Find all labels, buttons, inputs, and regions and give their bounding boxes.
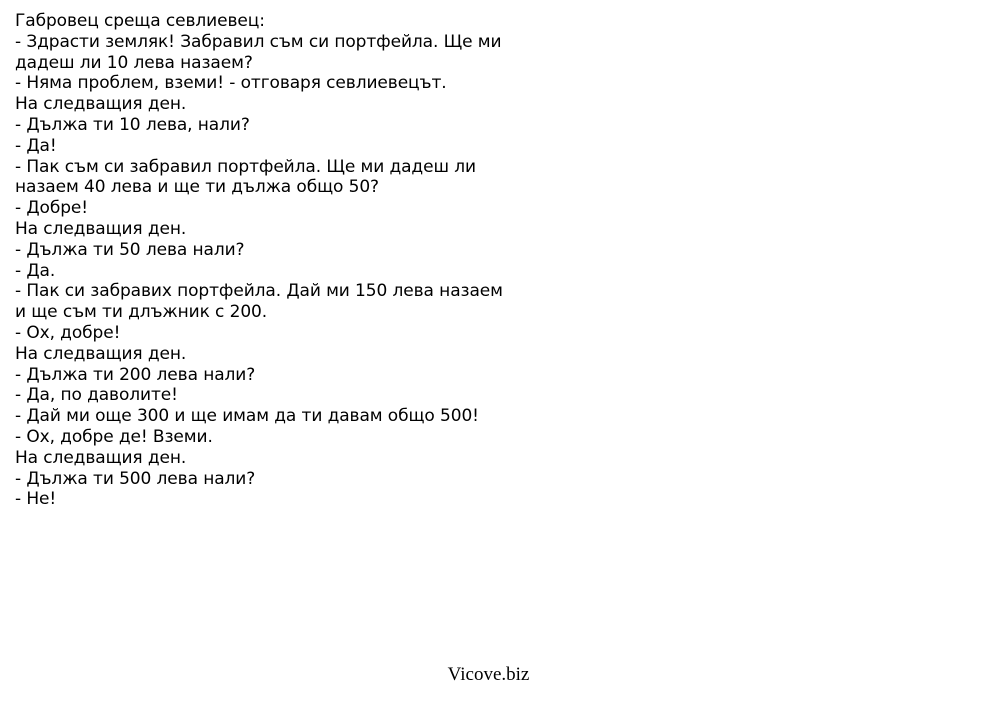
joke-line: На следващия ден.	[15, 343, 187, 364]
joke-line: На следващия ден.	[15, 447, 187, 468]
joke-line: Габровец среща севлиевец:	[15, 11, 265, 31]
joke-line: - Дължа ти 50 лева нали?	[15, 239, 245, 260]
joke-text	[15, 11, 575, 510]
joke-line: - Дължа ти 10 лева, нали?	[15, 114, 250, 135]
joke-line: - Пак си забравих портфейла. Дай ми 150 лева назаем	[15, 281, 503, 302]
joke-line: - Да!	[15, 135, 57, 156]
joke-line: - Здрасти земляк! Забравил съм си портфейла. Ще ми	[15, 31, 502, 52]
joke-line: - Да, по даволите!	[15, 385, 178, 406]
joke-line: - Добре!	[15, 198, 88, 219]
joke-line: - Дай ми още 300 и ще имам да ти давам общо 500!	[15, 406, 479, 427]
joke-line: - Пак съм си забравил портфейла. Ще ми дадеш ли	[15, 156, 476, 177]
joke-line: назаем 40 лева и ще ти дължа общо 50?	[15, 177, 379, 198]
joke-line: - Дължа ти 500 лева нали?	[15, 468, 256, 489]
joke-line: - Дължа ти 200 лева нали?	[15, 364, 256, 385]
joke-line: - Не!	[15, 489, 57, 510]
joke-line: и ще съм ти длъжник с 200.	[15, 302, 268, 323]
joke-line: - Да.	[15, 260, 56, 281]
joke-line: дадеш ли 10 лева назаем?	[15, 52, 253, 73]
joke-line: - Ох, добре!	[15, 322, 121, 343]
joke-line: На следващия ден.	[15, 218, 187, 239]
site-watermark: Vicove.biz	[447, 664, 530, 685]
joke-line: - Ох, добре де! Вземи.	[15, 426, 213, 447]
joke-line: На следващия ден.	[15, 94, 187, 115]
joke-line: - Няма проблем, вземи! - отговаря севлиевецът.	[15, 73, 447, 94]
